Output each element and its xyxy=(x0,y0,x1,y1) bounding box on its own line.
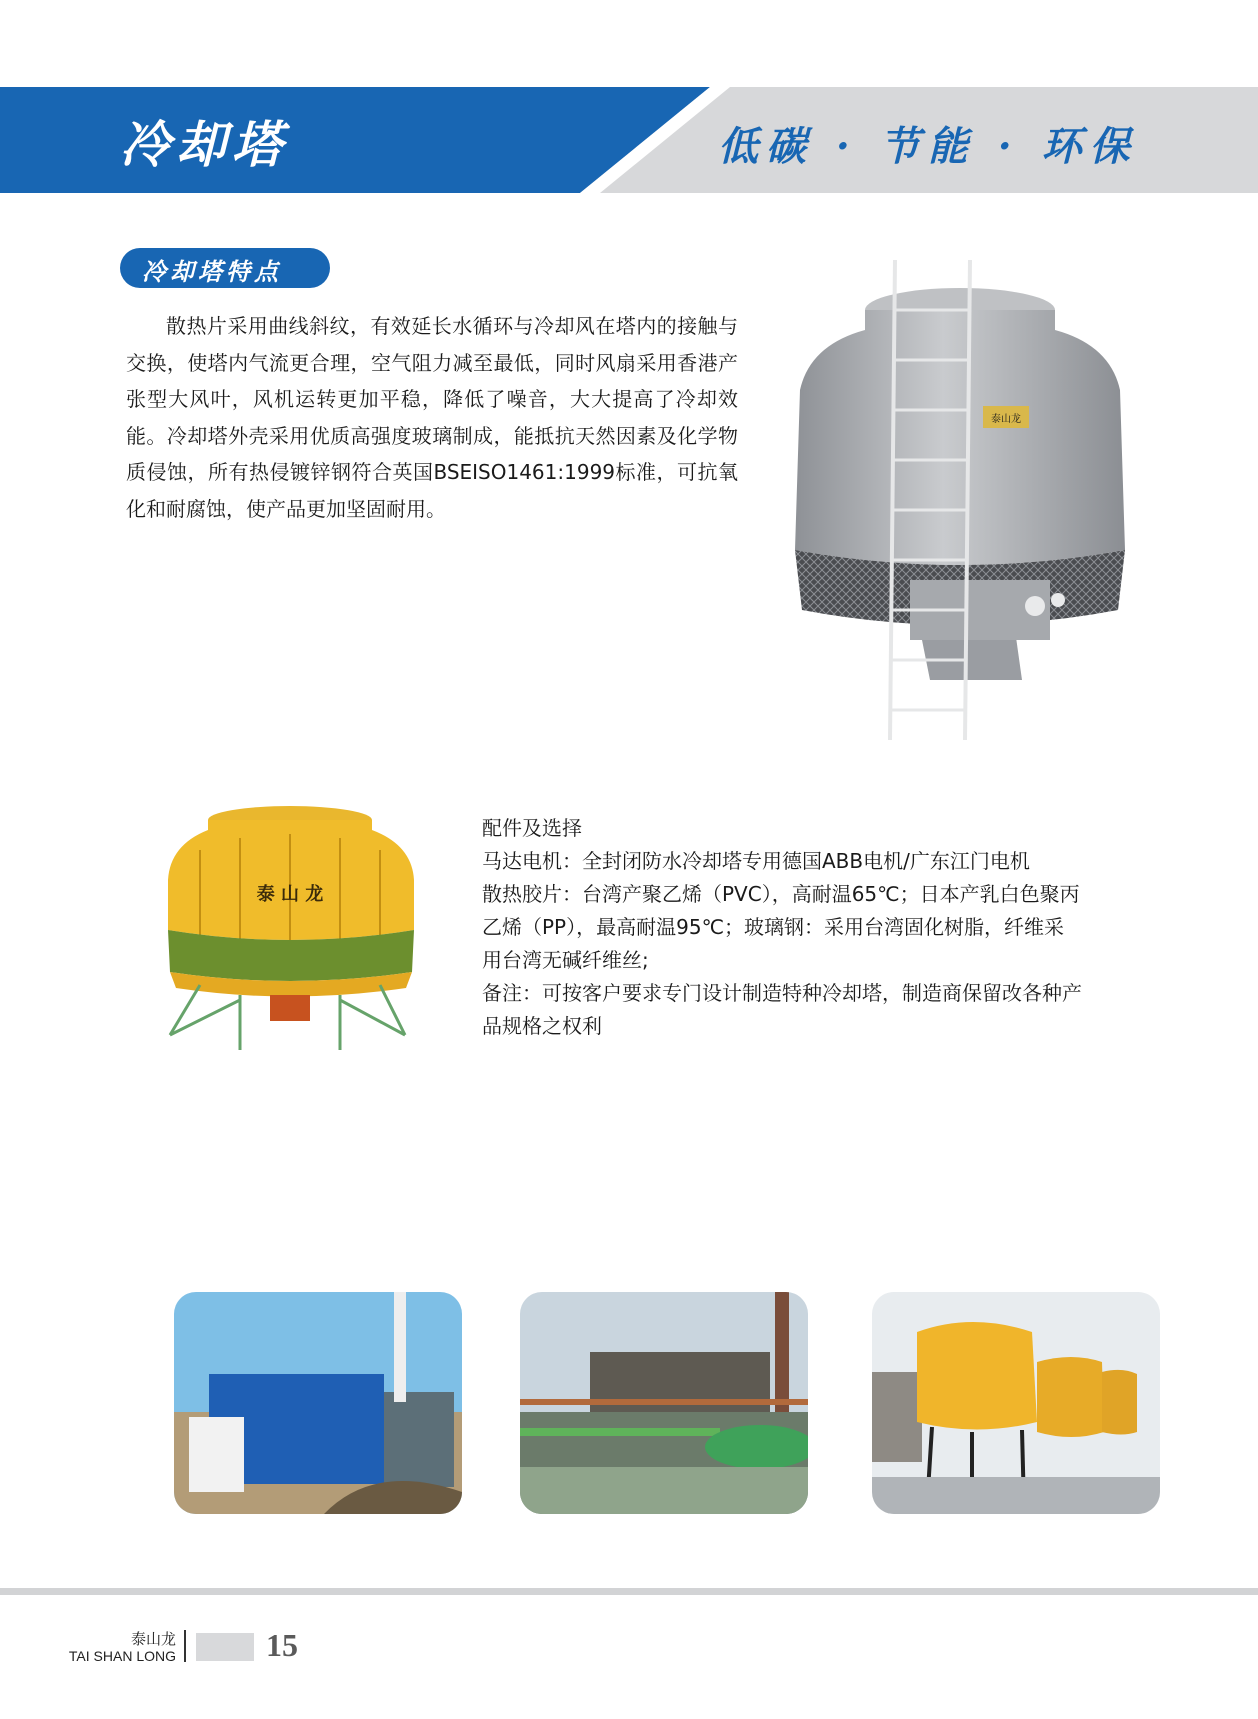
specs-motor: 马达电机：全封闭防水冷却塔专用德国ABB电机/广东江门电机 xyxy=(482,849,1030,873)
tower-yellow-label: 泰 山 龙 xyxy=(256,884,324,905)
slogan: 低碳 · 节能 · 环保 xyxy=(718,123,1138,170)
page-number: 15 xyxy=(266,1627,298,1663)
footer-brand-cn: 泰山龙 xyxy=(130,1631,176,1648)
header-banner xyxy=(0,87,1258,193)
footer-divider xyxy=(184,1630,186,1662)
specs-block xyxy=(482,812,1082,1043)
page-number-box xyxy=(196,1633,254,1661)
footer-rule xyxy=(0,1588,1258,1595)
specs-note: 备注：可按客户要求专门设计制造特种冷却塔，制造商保留改各种产品规格之权利 xyxy=(482,981,1082,1038)
page-title: 冷却塔 xyxy=(120,115,288,174)
tower-nameplate: 泰山龙 xyxy=(991,414,1021,425)
grey-cooling-tower-image xyxy=(790,250,1130,750)
specs-heading: 配件及选择 xyxy=(482,816,582,840)
installation-photo-3 xyxy=(872,1292,1160,1514)
section-heading-pill xyxy=(120,248,330,288)
specs-fill: 散热胶片：台湾产聚乙烯（PVC），高耐温65℃；日本产乳白色聚丙乙烯（PP），最高耐温95℃；玻璃钢：采用台湾固化树脂，纤维采用台湾无碱纤维丝; xyxy=(482,882,1080,972)
section-heading: 冷却塔特点 xyxy=(142,257,282,286)
intro-paragraph: 散热片采用曲线斜纹，有效延长水循环与冷却风在塔内的接触与交换，使塔内气流更合理，空气阻力减至最低，同时风扇采用香港产张型大风叶，风机运转更加平稳，降低了噪音，大大提高了冷却效能。冷却塔外壳采用优质高强度玻璃制成，能抵抗天然因素及化学物质侵蚀，所有热侵镀锌钢符合英国BSEISO1461:1999标准，可抗氧化和耐腐蚀，使产品更加坚固耐用。 xyxy=(126,314,738,521)
footer-brand-en: TAI SHAN LONG xyxy=(68,1648,176,1664)
yellow-cooling-tower-image xyxy=(160,800,422,1052)
installation-photo-2 xyxy=(520,1292,808,1514)
installation-photo-1 xyxy=(174,1292,462,1514)
